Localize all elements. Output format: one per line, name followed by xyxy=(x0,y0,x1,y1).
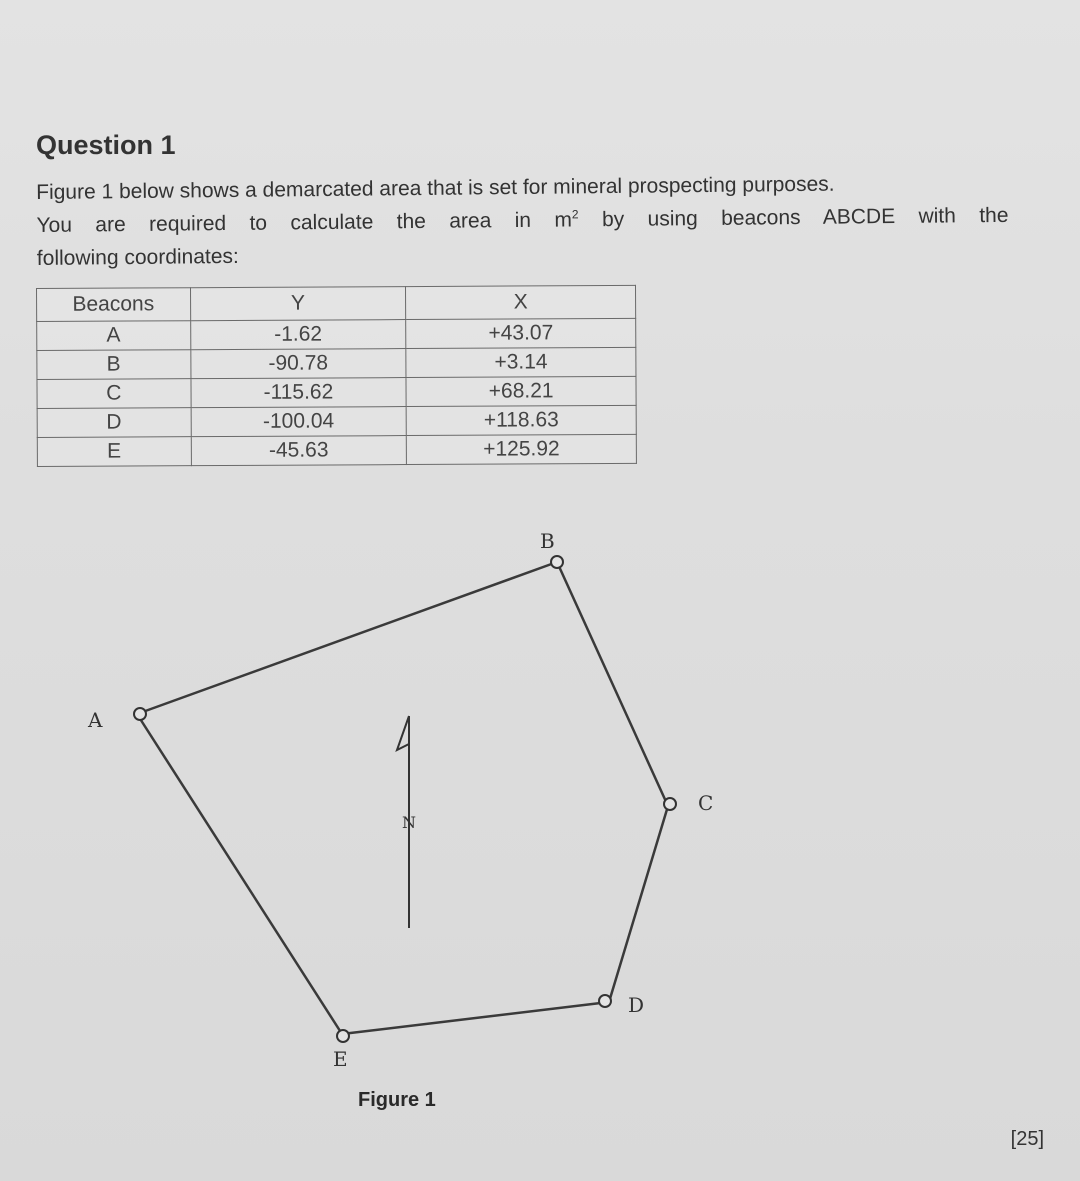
beacon-e-marker xyxy=(337,1030,349,1042)
beacon-label-d: D xyxy=(628,993,645,1017)
question-title: Question 1 xyxy=(36,130,176,160)
beacon-label-a: A xyxy=(88,708,103,732)
marks-allocation: [25] xyxy=(1010,1128,1044,1150)
edge-bc xyxy=(557,562,668,806)
header-beacons: Beacons xyxy=(37,288,191,322)
edge-cd xyxy=(609,806,668,1002)
cell-y: -45.63 xyxy=(191,436,407,466)
edge-de xyxy=(342,1002,609,1034)
beacon-label-e: E xyxy=(333,1047,348,1071)
cell-x: +125.92 xyxy=(406,434,636,464)
cell-x: +43.07 xyxy=(406,318,636,348)
figure-caption: Figure 1 xyxy=(358,1089,436,1111)
cell-y: -90.78 xyxy=(190,349,406,379)
edge-ea xyxy=(137,714,342,1034)
beacon-label-b: B xyxy=(540,529,555,553)
north-arrow-icon xyxy=(397,716,416,928)
header-y: Y xyxy=(190,287,406,321)
cell-beacon: E xyxy=(37,437,191,467)
beacon-a-marker xyxy=(134,708,146,720)
header-x: X xyxy=(406,285,636,319)
cell-x: +118.63 xyxy=(406,405,636,435)
question-line-2: You are required to calculate the area in $m^2$ by using beacons ABCDE with the xyxy=(36,203,1009,237)
north-label: N xyxy=(402,813,416,832)
cell-x: +3.14 xyxy=(406,347,636,377)
cell-y: -115.62 xyxy=(190,378,406,408)
beacon-label-c: C xyxy=(698,791,714,815)
beacon-c-marker xyxy=(664,798,676,810)
question-line-1: Figure 1 below shows a demarcated area that is set for mineral prospecting purposes. xyxy=(36,172,835,204)
beacon-d-marker xyxy=(599,995,611,1007)
cell-y: -1.62 xyxy=(190,320,406,350)
cell-y: -100.04 xyxy=(191,407,407,437)
cell-beacon: C xyxy=(37,379,191,409)
edge-ab xyxy=(137,562,557,714)
cell-x: +68.21 xyxy=(406,376,636,406)
question-line-3: following coordinates: xyxy=(36,244,239,270)
superscript-2: 2 xyxy=(571,207,579,222)
beacon-b-marker xyxy=(551,556,563,568)
cell-beacon: A xyxy=(37,321,191,351)
cell-beacon: B xyxy=(37,350,191,380)
cell-beacon: D xyxy=(37,408,191,438)
